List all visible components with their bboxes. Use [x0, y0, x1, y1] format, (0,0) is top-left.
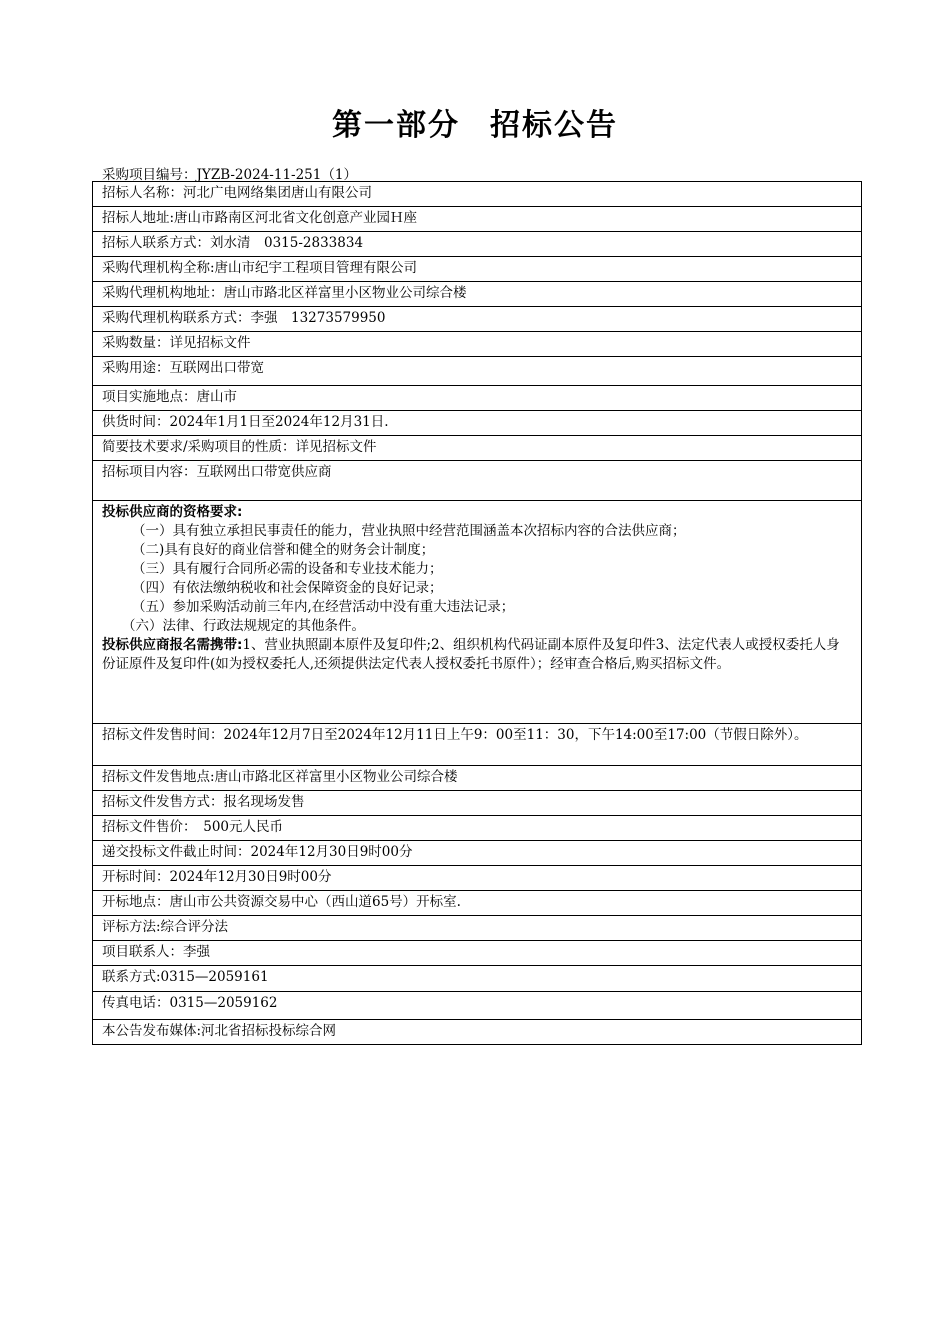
technical-requirements: 简要技术要求/采购项目的性质：详见招标文件 [93, 436, 862, 461]
table-row [93, 411, 862, 436]
table-row [93, 257, 862, 282]
qualification-item: （四）有依法缴纳税收和社会保障资金的良好记录； [132, 580, 443, 596]
table-row [93, 461, 862, 501]
tenderer-contact: 招标人联系方式：刘水清 0315-2833834 [93, 232, 862, 257]
required-documents [102, 636, 852, 674]
bid-opening-time: 开标时间：2024年12月30日9时00分 [93, 866, 862, 891]
sale-method: 招标文件发售方式：报名现场发售 [93, 791, 862, 816]
table-row [93, 866, 862, 891]
qualification-item: （六）法律、行政法规规定的其他条件。 [122, 618, 365, 634]
qualification-item: （五）参加采购活动前三年内,在经营活动中没有重大违法记录； [132, 599, 515, 615]
table-row [93, 207, 862, 232]
table-row [93, 357, 862, 386]
contact-phone: 联系方式:0315—2059161 [93, 966, 862, 992]
table-row [93, 891, 862, 916]
table-row [93, 841, 862, 866]
submission-deadline: 递交投标文件截止时间：2024年12月30日9时00分 [93, 841, 862, 866]
qualification-item: （二)具有良好的商业信誉和健全的财务会计制度； [132, 542, 435, 558]
title-part: 第一部分 [332, 108, 460, 143]
documents-heading: 投标供应商报名需携带: [102, 637, 243, 653]
project-number: 采购项目编号：JYZB-2024-11-251（1） [102, 167, 357, 183]
tenderer-address: 招标人地址:唐山市路南区河北省文化创意产业园Ｈ座 [93, 207, 862, 232]
table-row [93, 941, 862, 966]
table-row [93, 332, 862, 357]
fax-number: 传真电话：0315—2059162 [93, 992, 862, 1020]
documents-text: 1、营业执照副本原件及复印件;2、组织机构代码证副本原件及复印件3、法定代表人或授权委托人身份证原件及复印件(如为授权委托人,还须提供法定代表人授权委托书原件）；经审查合格后,购买招标文件。 [102, 637, 840, 672]
table-row [93, 816, 862, 841]
table-row [93, 436, 862, 461]
agency-contact: 采购代理机构联系方式：李强 13273579950 [93, 307, 862, 332]
table-row [93, 307, 862, 332]
table-row [93, 232, 862, 257]
page-title [0, 100, 950, 144]
qualification-cell [93, 501, 862, 724]
table-row [93, 1020, 862, 1045]
qualification-item: （三）具有履行合同所必需的设备和专业技术能力； [132, 561, 443, 577]
notice-table [92, 181, 862, 1045]
table-row [93, 992, 862, 1020]
sale-time: 招标文件发售时间：2024年12月7日至2024年12月11日上午9：00至11：30，下午14:00至17:00（节假日除外）。 [93, 724, 862, 766]
purchase-use: 采购用途：互联网出口带宽 [93, 357, 862, 386]
sale-location: 招标文件发售地点:唐山市路北区祥富里小区物业公司综合楼 [93, 766, 862, 791]
table-row [93, 791, 862, 816]
table-row [93, 501, 862, 724]
project-contact-person: 项目联系人：李强 [93, 941, 862, 966]
table-row [93, 182, 862, 207]
tenderer-name: 招标人名称：河北广电网络集团唐山有限公司 [93, 182, 862, 207]
title-name: 招标公告 [490, 108, 618, 143]
table-row [93, 386, 862, 411]
document-price: 招标文件售价： 500元人民币 [93, 816, 862, 841]
publication-media: 本公告发布媒体:河北省招标投标综合网 [93, 1020, 862, 1045]
project-content: 招标项目内容：互联网出口带宽供应商 [93, 461, 862, 501]
table-row [93, 766, 862, 791]
table-row [93, 916, 862, 941]
evaluation-method: 评标方法:综合评分法 [93, 916, 862, 941]
table-row [93, 282, 862, 307]
supply-time: 供货时间：2024年1月1日至2024年12月31日. [93, 411, 862, 436]
bid-opening-location: 开标地点：唐山市公共资源交易中心（西山道65号）开标室. [93, 891, 862, 916]
qualification-item: （一）具有独立承担民事责任的能力，营业执照中经营范围涵盖本次招标内容的合法供应商； [132, 523, 686, 539]
table-row [93, 724, 862, 766]
project-location: 项目实施地点：唐山市 [93, 386, 862, 411]
agency-address: 采购代理机构地址：唐山市路北区祥富里小区物业公司综合楼 [93, 282, 862, 307]
agency-name: 采购代理机构全称:唐山市纪宇工程项目管理有限公司 [93, 257, 862, 282]
qualification-heading: 投标供应商的资格要求: [102, 504, 243, 520]
table-row [93, 966, 862, 992]
purchase-quantity: 采购数量：详见招标文件 [93, 332, 862, 357]
